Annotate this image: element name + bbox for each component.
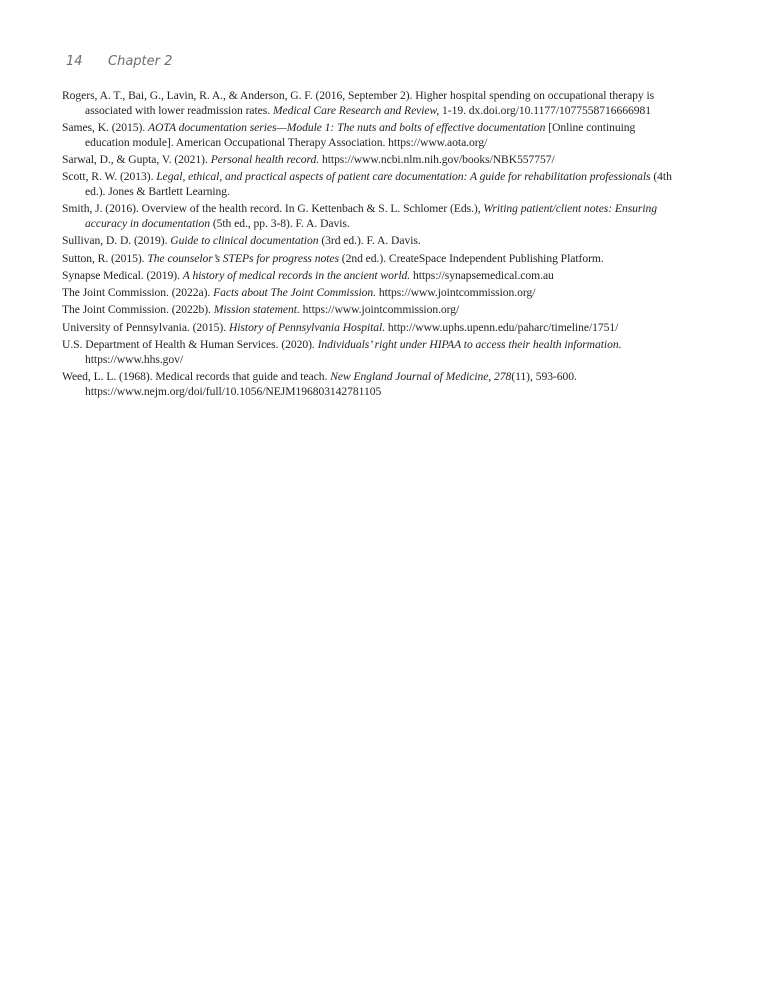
reference-text: http://www.uphs.upenn.edu/paharc/timeline/1751/: [385, 320, 619, 334]
reference-text: (5th ed., pp. 3-8). F. A. Davis.: [209, 217, 350, 230]
reference-title-italic: New England Journal of Medicine, 278: [330, 370, 512, 384]
reference-entry: [62, 202, 682, 231]
reference-title-italic: Mission statement.: [213, 303, 300, 317]
reference-title-italic: Legal, ethical, and practical aspects of patient care documentation: A guide for rehabilitation professionals: [156, 170, 651, 184]
reference-text: https://synapsemedical.com.au: [410, 268, 554, 282]
reference-text: https://www.jointcommission.org/: [299, 303, 460, 317]
reference-text: Synapse Medical. (2019).: [62, 268, 183, 282]
reference-title-italic: Writing patient/client notes: Ensuring accuracy in documentation: [85, 202, 658, 230]
reference-title-italic: History of Pennsylvania Hospital.: [228, 320, 386, 334]
reference-entry: [62, 286, 682, 301]
reference-text: https://www.ncbi.nlm.nih.gov/books/NBK557757/: [319, 153, 555, 166]
reference-list: [62, 89, 682, 402]
reference-entry: [62, 89, 682, 118]
reference-entry: [62, 153, 682, 168]
reference-title-italic: The counselor’s STEPs for progress notes: [147, 251, 339, 265]
reference-title-italic: Individuals’ right under HIPAA to access their health information.: [317, 338, 622, 352]
reference-text: 1-19. dx.doi.org/10.1177/1077558716666981: [439, 103, 651, 117]
reference-text: (2nd ed.). CreateSpace Independent Publishing Platform.: [338, 251, 604, 265]
reference-text: Sullivan, D. D. (2019).: [62, 234, 171, 248]
running-header: [66, 54, 172, 69]
reference-text: Rogers, A. T., Bai, G., Lavin, R. A., & Anderson, G. F. (2016, September 2). Higher hospital spending on occupational therapy is associated with lower readmission rates.: [62, 89, 655, 117]
reference-text: Sames, K. (2015).: [62, 121, 149, 134]
reference-entry: [62, 321, 682, 336]
reference-entry: [62, 121, 682, 150]
reference-title-italic: Medical Care Research and Review,: [272, 103, 440, 117]
reference-title-italic: Facts about The Joint Commission.: [213, 286, 377, 300]
reference-title-italic: A history of medical records in the ancient world.: [182, 268, 411, 282]
reference-text: Sarwal, D., & Gupta, V. (2021).: [62, 153, 211, 166]
reference-text: The Joint Commission. (2022b).: [62, 303, 214, 317]
reference-text: (4th ed.). Jones & Bartlett Learning.: [85, 170, 672, 198]
reference-text: Scott, R. W. (2013).: [62, 170, 157, 184]
reference-text: https://www.hhs.gov/: [85, 352, 184, 366]
reference-entry: [62, 234, 682, 249]
reference-title-italic: Guide to clinical documentation: [170, 234, 319, 248]
reference-entry: [62, 170, 682, 199]
reference-title-italic: Personal health record.: [210, 153, 320, 166]
reference-text: https://www.jointcommission.org/: [376, 286, 536, 300]
page-number: 14: [66, 54, 83, 69]
reference-entry: [62, 252, 682, 267]
reference-text: (3rd ed.). F. A. Davis.: [318, 234, 421, 248]
reference-title-italic: AOTA documentation series—Module 1: The nuts and bolts of effective documentation: [148, 121, 546, 134]
reference-text: University of Pennsylvania. (2015).: [62, 320, 229, 334]
reference-text: Weed, L. L. (1968). Medical records that guide and teach.: [62, 370, 331, 384]
chapter-label: Chapter 2: [108, 54, 173, 69]
reference-entry: [62, 370, 682, 399]
reference-text: U.S. Department of Health & Human Services. (2020).: [62, 338, 318, 352]
reference-text: [Online continuing education module]. American Occupational Therapy Association. https://www.aota.org/: [85, 121, 636, 149]
reference-text: The Joint Commission. (2022a).: [62, 286, 214, 300]
reference-entry: [62, 269, 682, 284]
reference-entry: [62, 303, 682, 318]
reference-text: Smith, J. (2016). Overview of the health record. In G. Kettenbach & S. L. Schlomer (Eds.),: [62, 202, 484, 216]
reference-text: (11), 593-600. https://www.nejm.org/doi/full/10.1056/NEJM196803142781105: [85, 370, 577, 398]
reference-entry: [62, 338, 682, 367]
reference-text: Sutton, R. (2015).: [62, 251, 148, 265]
